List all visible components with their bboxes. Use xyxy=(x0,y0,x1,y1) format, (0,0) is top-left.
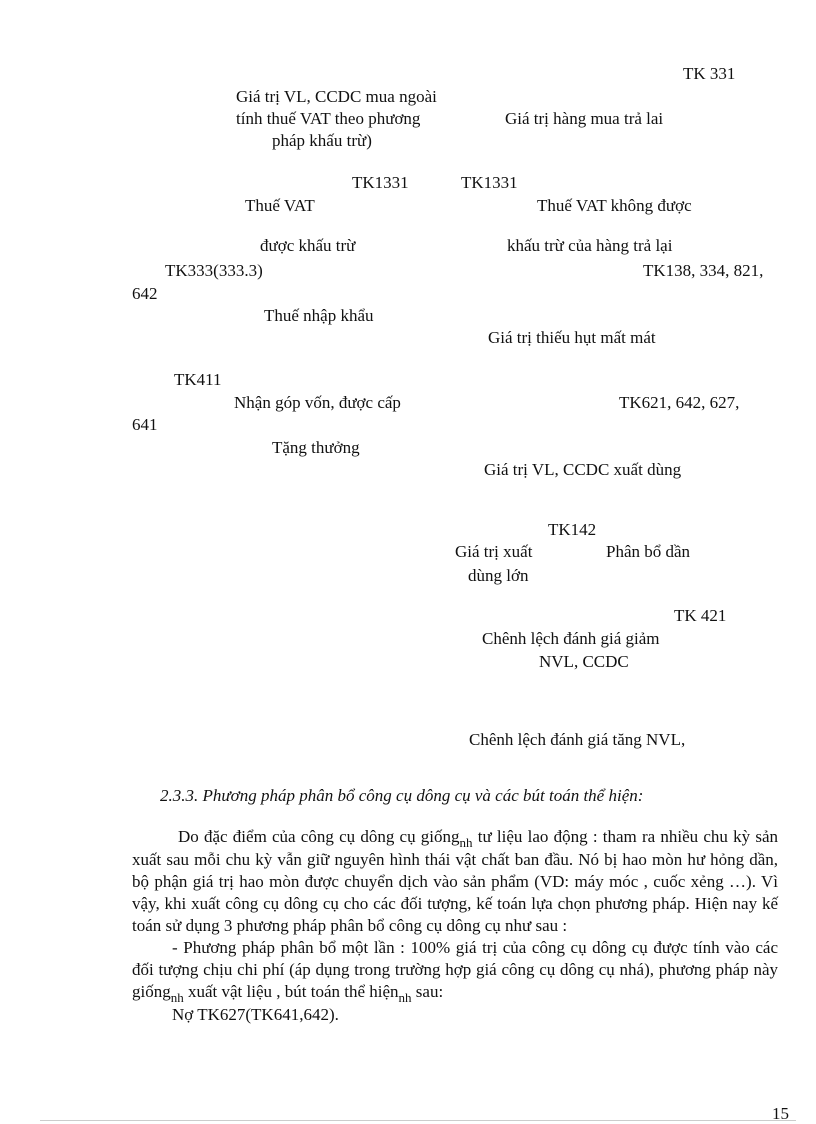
page-number: 15 xyxy=(772,1104,789,1123)
tk411-label: TK411 xyxy=(174,370,222,389)
tk1331-right-label: TK1331 xyxy=(461,173,518,192)
tk642-cont-label: 642 xyxy=(132,284,158,303)
xuat-dung-label: Giá trị VL, CCDC xuất dùng xyxy=(484,460,682,479)
chenh-lech-tang-label: Chênh lệch đánh giá tăng NVL, xyxy=(469,730,686,749)
gia-tri-xuat-label: Giá trị xuất xyxy=(455,542,533,561)
dung-lon-label: dùng lớn xyxy=(468,566,529,585)
paragraph-1: Do đặc điểm của công cụ dông cụ giống$_{nh}$ tư liệu lao động : tham ra nhiều chu kỳ sản xuất sau mỗi chu kỳ vẫn giữ nguyên hình thái vật chất ban đầu. Nó bị hao mòn hư hỏng dần, bộ phận giá trị hao mòn được chuyển dịch vào sản phẩm (VD: máy móc , cuốc xẻng …). Vì vậy, khi xuất công cụ dông cụ cho các đối tượng, kế toán lựa chọn phương pháp. Hiện nay kế toán sử dụng 3 phương pháp phân bổ công cụ dông cụ như sau : xyxy=(132,827,779,935)
tk331-label: TK 331 xyxy=(683,64,736,83)
section-heading: 2.3.3. Phương pháp phân bổ công cụ dông cụ và các bút toán thể hiện: xyxy=(160,786,644,805)
tk641-cont-label: 641 xyxy=(132,415,158,434)
hang-mua-tra-lai-label: Giá trị hàng mua trả lai xyxy=(505,109,664,128)
chenh-lech-giam-line2: NVL, CCDC xyxy=(539,652,629,671)
paragraph-2: - Phương pháp phân bổ một lần : 100% giá trị của công cụ dông cụ được tính vào các đối tượng chịu chi phí (áp dụng trong trường hợp giá công cụ dông cụ nhá), phương pháp này giống$_{nh}$ xuất vật liệu , bút toán thể hiện$_{nh}$ sau: xyxy=(132,938,778,1005)
vat-khong-duoc-line2: khấu trừ của hàng trả lại xyxy=(507,236,673,255)
tk1331-left-label: TK1331 xyxy=(352,173,409,192)
thue-vat-label: Thuế VAT xyxy=(245,196,315,215)
vl-ccdc-mua-line1: Giá trị VL, CCDC mua ngoài xyxy=(236,87,437,106)
thue-nhap-khau-label: Thuế nhập khẩu xyxy=(264,306,374,325)
body-text xyxy=(132,826,778,1026)
phan-bo-dan-label: Phân bổ dần xyxy=(606,542,691,561)
tang-thuong-label: Tặng thưởng xyxy=(272,438,360,457)
vl-ccdc-mua-line2: tính thuế VAT theo phương xyxy=(236,109,421,128)
chenh-lech-giam-line1: Chênh lệch đánh giá giảm xyxy=(482,629,660,648)
vat-khong-duoc-line1: Thuế VAT không được xyxy=(537,196,692,215)
tk142-label: TK142 xyxy=(548,520,597,539)
tk421-label: TK 421 xyxy=(674,606,727,625)
duoc-khau-tru-label: được khấu trừ xyxy=(260,236,356,255)
thieu-hut-label: Giá trị thiếu hụt mất mát xyxy=(488,328,656,347)
tk621-label: TK621, 642, 627, xyxy=(619,393,740,412)
tk333-label: TK333(333.3) xyxy=(165,261,263,280)
nhan-gop-von-label: Nhận góp vốn, được cấp xyxy=(234,393,401,412)
vl-ccdc-mua-line3: pháp khấu trừ) xyxy=(272,131,372,150)
tk138-label: TK138, 334, 821, xyxy=(643,261,764,280)
footer-divider xyxy=(40,1120,796,1121)
paragraph-3: Nợ TK627(TK641,642). xyxy=(172,1005,339,1024)
